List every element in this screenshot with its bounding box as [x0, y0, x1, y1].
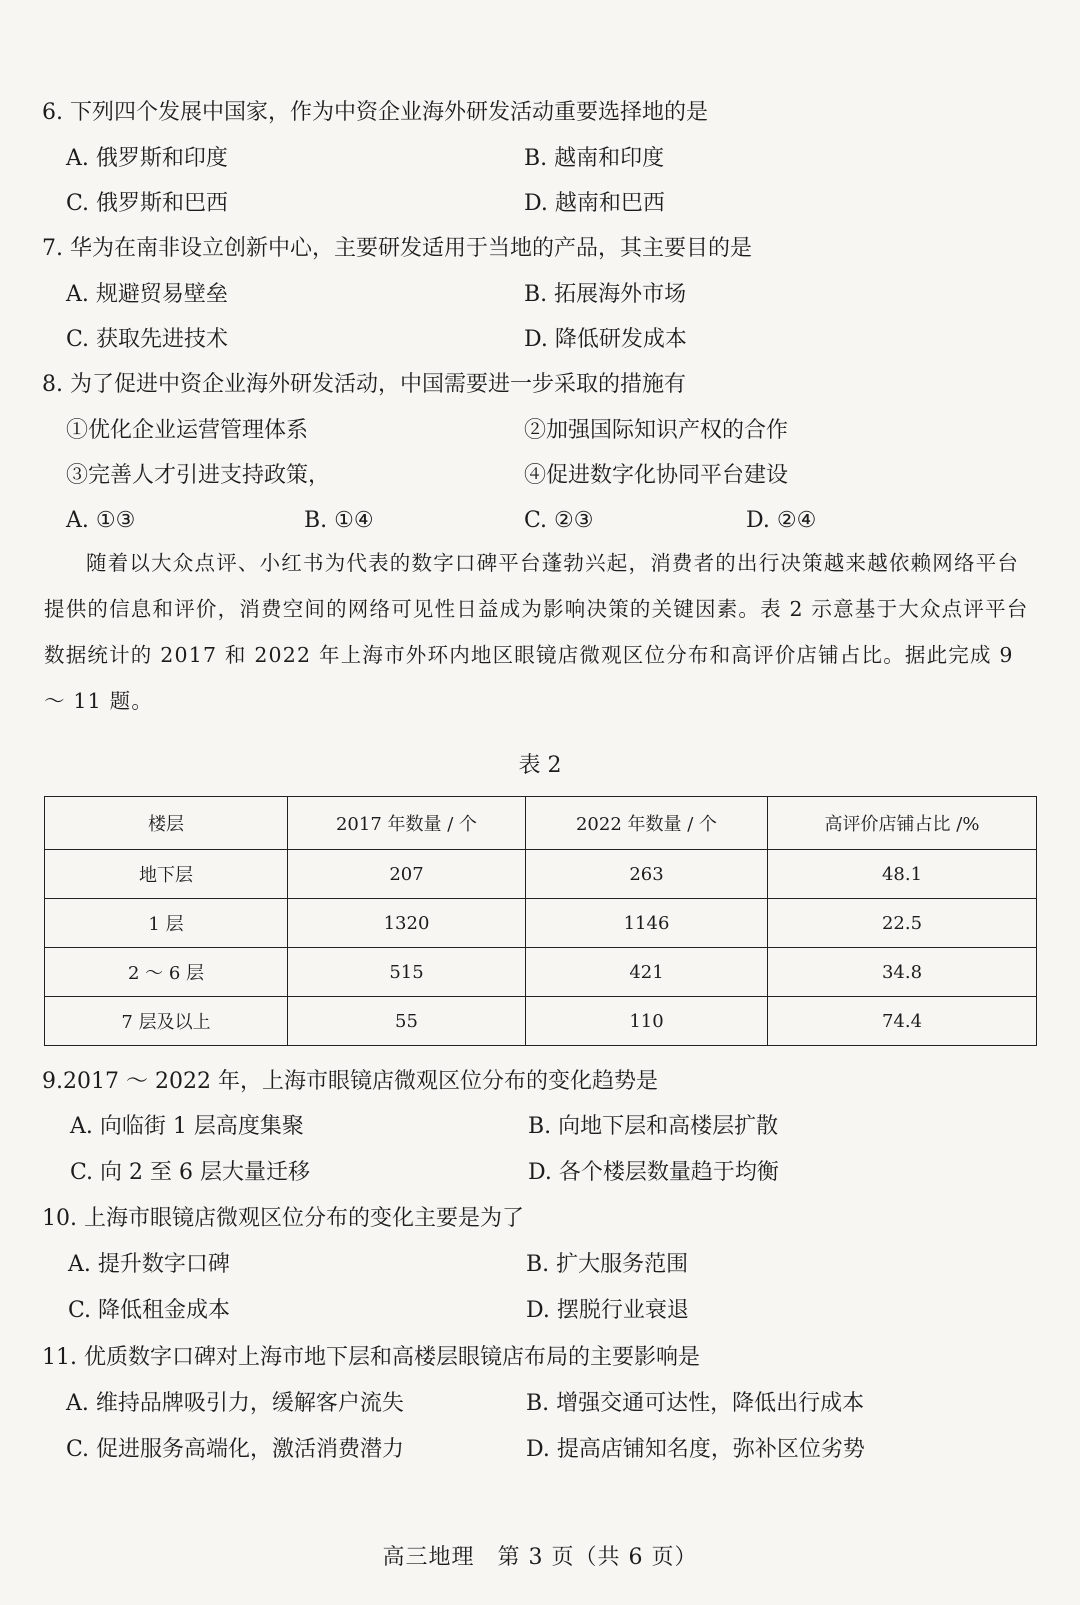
question-10-option-b: B. 扩大服务范围 — [526, 1252, 689, 1277]
question-6-stem: 6. 下列四个发展中国家，作为中资企业海外研发活动重要选择地的是 — [42, 100, 708, 125]
table-row — [45, 850, 1037, 899]
question-7-option-a: A. 规避贸易壁垒 — [66, 282, 228, 307]
question-6-option-d: D. 越南和巴西 — [524, 191, 665, 216]
question-11-stem: 11. 优质数字口碑对上海市地下层和高楼层眼镜店布局的主要影响是 — [42, 1345, 700, 1370]
table-cell: 263 — [526, 850, 768, 899]
question-8-item-2: ②加强国际知识产权的合作 — [524, 418, 789, 443]
table-cell: 2 ～ 6 层 — [45, 948, 288, 997]
table-cell: 地下层 — [45, 850, 288, 899]
table-header-row — [45, 797, 1037, 850]
table-cell: 421 — [526, 948, 768, 997]
question-10-stem: 10. 上海市眼镜店微观区位分布的变化主要是为了 — [42, 1206, 524, 1231]
question-6-option-a: A. 俄罗斯和印度 — [66, 146, 228, 171]
question-8-stem: 8. 为了促进中资企业海外研发活动，中国需要进一步采取的措施有 — [42, 372, 686, 397]
question-10-option-a: A. 提升数字口碑 — [68, 1252, 230, 1277]
question-9-option-b: B. 向地下层和高楼层扩散 — [528, 1114, 779, 1139]
question-11-option-c: C. 促进服务高端化，激活消费潜力 — [66, 1437, 405, 1462]
table-cell: 515 — [288, 948, 526, 997]
table-row — [45, 997, 1037, 1046]
question-6-option-b: B. 越南和印度 — [524, 146, 665, 171]
table-cell: 34.8 — [768, 948, 1037, 997]
question-7-option-d: D. 降低研发成本 — [524, 327, 687, 352]
table-cell: 7 层及以上 — [45, 997, 288, 1046]
page-footer: 高三地理 第 3 页（共 6 页） — [382, 1545, 698, 1570]
table-row — [45, 948, 1037, 997]
table-cell: 1 层 — [45, 899, 288, 948]
question-6-option-c: C. 俄罗斯和巴西 — [66, 191, 229, 216]
table-header-cell: 高评价店铺占比 /% — [768, 797, 1037, 850]
question-9-option-d: D. 各个楼层数量趋于均衡 — [528, 1160, 779, 1185]
question-10-option-c: C. 降低租金成本 — [68, 1298, 231, 1323]
table-cell: 74.4 — [768, 997, 1037, 1046]
table-cell: 55 — [288, 997, 526, 1046]
question-11-option-a: A. 维持品牌吸引力，缓解客户流失 — [66, 1391, 404, 1416]
table-cell: 22.5 — [768, 899, 1037, 948]
table-caption: 表 2 — [518, 753, 562, 778]
table-cell: 48.1 — [768, 850, 1037, 899]
question-9-stem: 9.2017 ～ 2022 年，上海市眼镜店微观区位分布的变化趋势是 — [42, 1069, 658, 1094]
reading-passage — [44, 540, 1034, 724]
question-9-option-a: A. 向临街 1 层高度集聚 — [70, 1114, 304, 1139]
question-7-option-c: C. 获取先进技术 — [66, 327, 229, 352]
table-row — [45, 899, 1037, 948]
question-8-item-1: ①优化企业运营管理体系 — [66, 418, 309, 443]
table-header-cell: 2017 年数量 / 个 — [288, 797, 526, 850]
question-11-option-d: D. 提高店铺知名度，弥补区位劣势 — [526, 1437, 865, 1462]
question-7-option-b: B. 拓展海外市场 — [524, 282, 687, 307]
question-9-option-c: C. 向 2 至 6 层大量迁移 — [70, 1160, 311, 1185]
table-header-cell: 2022 年数量 / 个 — [526, 797, 768, 850]
question-8-item-3: ③完善人才引进支持政策， — [66, 463, 331, 488]
question-8-item-4: ④促进数字化协同平台建设 — [524, 463, 789, 488]
question-11-option-b: B. 增强交通可达性，降低出行成本 — [526, 1391, 865, 1416]
data-table — [44, 796, 1037, 1046]
question-8-option-c: C. ②③ — [524, 508, 594, 533]
question-7-stem: 7. 华为在南非设立创新中心，主要研发适用于当地的产品，其主要目的是 — [42, 236, 752, 261]
question-10-option-d: D. 摆脱行业衰退 — [526, 1298, 689, 1323]
question-8-option-d: D. ②④ — [746, 508, 817, 533]
table-header-cell: 楼层 — [45, 797, 288, 850]
passage-text: 随着以大众点评、小红书为代表的数字口碑平台蓬勃兴起，消费者的出行决策越来越依赖网络平台提供的信息和评价，消费空间的网络可见性日益成为影响决策的关键因素。表 2 示意基于大众点评平台数据统计的 2017 和 2022 年上海市外环内地区眼镜店微观区位分布和高评价店铺占比。据此完成 9 ～ 11 题。 — [44, 551, 1029, 713]
table-cell: 110 — [526, 997, 768, 1046]
question-8-option-a: A. ①③ — [66, 508, 136, 533]
table-cell: 207 — [288, 850, 526, 899]
question-8-option-b: B. ①④ — [304, 508, 374, 533]
table-cell: 1146 — [526, 899, 768, 948]
table-cell: 1320 — [288, 899, 526, 948]
